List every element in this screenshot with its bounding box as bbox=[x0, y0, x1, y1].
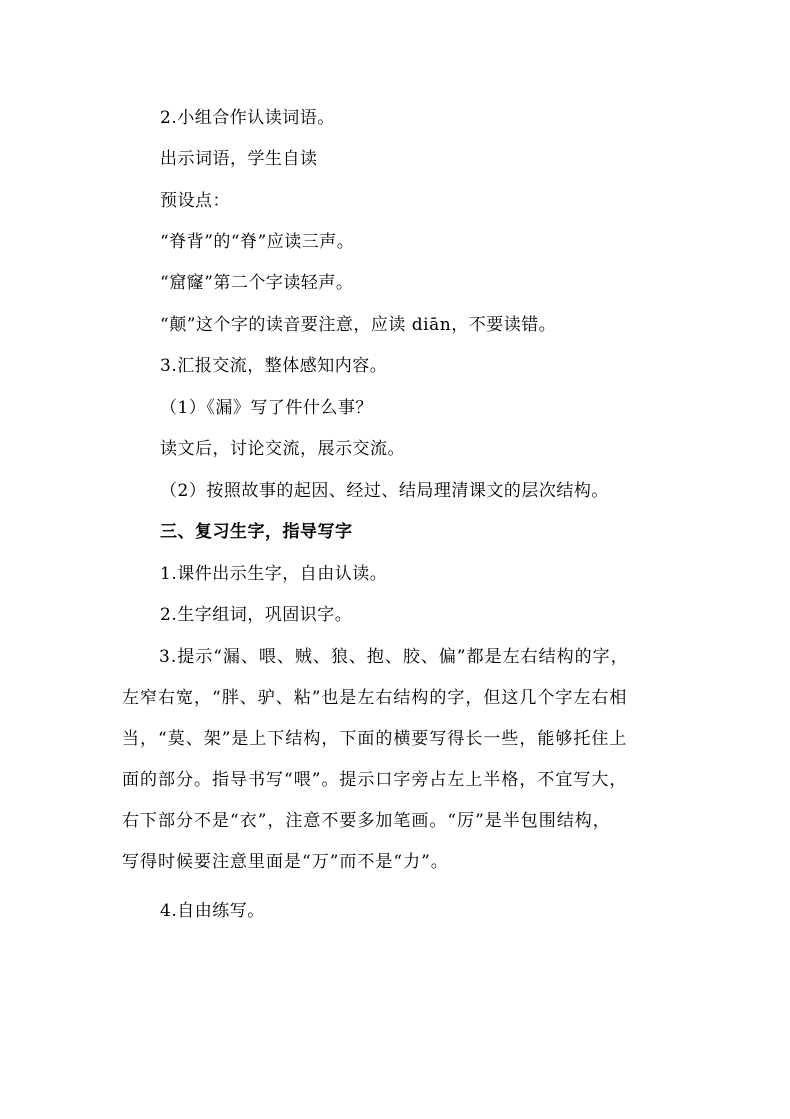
paragraph-line: 当，“莫、架”是上下结构，下面的横要写得长一些，能够托住上 bbox=[122, 729, 628, 749]
text-line: 出示词语，学生自读 bbox=[160, 149, 318, 169]
text-line: 预设点： bbox=[160, 191, 230, 211]
text-line: 2.生字组词，巩固识字。 bbox=[160, 605, 353, 625]
text-line: 4.自由练写。 bbox=[160, 901, 265, 921]
text-line: “颠”这个字的读音要注意，应读 diān，不要读错。 bbox=[160, 315, 557, 335]
text-line: “脊背”的“脊”应读三声。 bbox=[160, 232, 355, 252]
text-line: 3.汇报交流，整体感知内容。 bbox=[160, 356, 388, 376]
text-line: 2.小组合作认读词语。 bbox=[160, 108, 335, 128]
text-line: （1）《漏》写了件什么事？ bbox=[160, 398, 373, 418]
paragraph-line: 左窄右宽，“胖、驴、粘”也是左右结构的字，但这几个字左右相 bbox=[122, 688, 628, 708]
text-line: 1.课件出示生字，自由认读。 bbox=[160, 564, 388, 584]
paragraph-line: 面的部分。指导书写“喂”。提示口字旁占左上半格，不宜写大， bbox=[122, 770, 628, 790]
text-line: “窟窿”第二个字读轻声。 bbox=[160, 273, 354, 293]
text-line: 读文后，讨论交流，展示交流。 bbox=[160, 439, 405, 459]
paragraph-line: 3.提示“漏、喂、贼、狼、抱、胶、偏”都是左右结构的字， bbox=[159, 647, 629, 667]
paragraph-line: 右下部分不是“衣”，注意不要多加笔画。“厉”是半包围结构， bbox=[122, 811, 611, 831]
paragraph-line: 写得时候要注意里面是“万”而不是“力”。 bbox=[122, 852, 449, 872]
text-line: （2）按照故事的起因、经过、结局理清课文的层次结构。 bbox=[160, 481, 609, 501]
section-heading: 三、复习生字，指导写字 bbox=[160, 522, 353, 542]
writing-guidance-paragraph bbox=[122, 637, 682, 883]
